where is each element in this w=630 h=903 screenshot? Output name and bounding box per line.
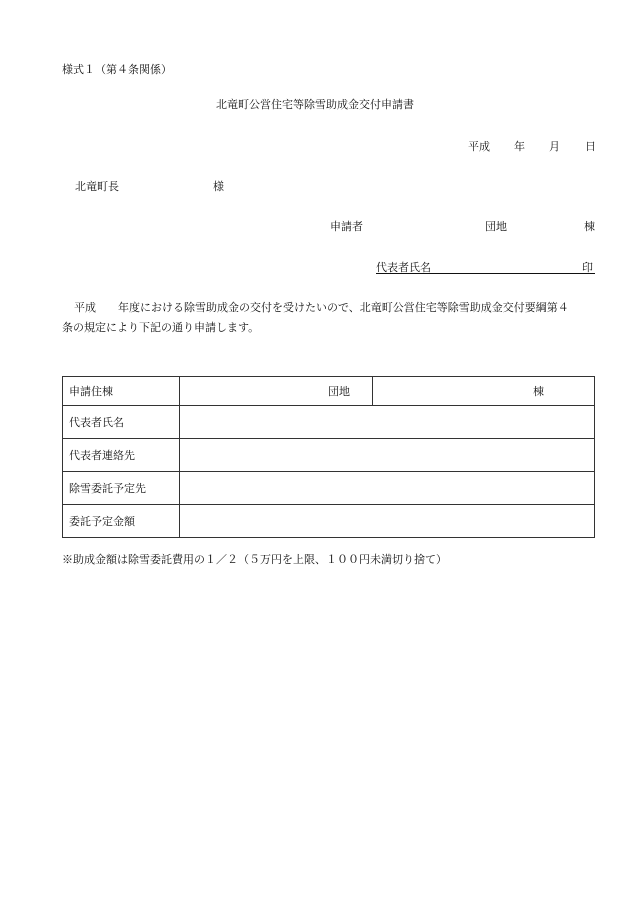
date-day: 日	[585, 140, 596, 153]
row-label: 代表者氏名	[63, 406, 180, 439]
representative-underline	[376, 273, 595, 274]
applicant-building: 棟	[584, 220, 595, 233]
table-row	[63, 472, 595, 505]
addressee-honorific: 様	[213, 180, 224, 193]
body-text	[62, 298, 602, 338]
applicant-danchi: 団地	[485, 220, 507, 233]
footnote: ※助成金額は除雪委託費用の１／２（５万円を上限、１００円未満切り捨て）	[62, 553, 447, 566]
form-title: 北竜町公営住宅等除雪助成金交付申請書	[216, 98, 414, 111]
row-label: 委託予定金額	[63, 505, 180, 538]
date-year: 年	[514, 140, 525, 153]
applicant-label: 申請者	[330, 220, 363, 233]
date-era: 平成	[468, 140, 490, 153]
table-row	[63, 439, 595, 472]
amount-cell[interactable]	[180, 505, 595, 538]
table-row	[63, 377, 595, 406]
addressee-name: 北竜町長	[75, 180, 119, 193]
building-cell[interactable]: 棟	[373, 377, 595, 406]
representative-label: 代表者氏名	[376, 261, 431, 274]
row-label: 代表者連絡先	[63, 439, 180, 472]
table-row	[63, 505, 595, 538]
table-row	[63, 406, 595, 439]
application-table	[62, 376, 595, 538]
row-label: 除雪委託予定先	[63, 472, 180, 505]
representative-name-cell[interactable]	[180, 406, 595, 439]
danchi-cell[interactable]: 団地	[180, 377, 373, 406]
representative-seal: 印	[582, 261, 593, 274]
body-line-2: 条の規定により下記の通り申請します。	[62, 321, 260, 334]
form-number: 様式１（第４条関係）	[62, 63, 172, 76]
date-month: 月	[549, 140, 560, 153]
row-label: 申請住棟	[63, 377, 180, 406]
contractor-cell[interactable]	[180, 472, 595, 505]
body-line-1: 平成 年度における除雪助成金の交付を受けたいので、北竜町公営住宅等除雪助成金交付要綱第４	[74, 301, 569, 314]
representative-contact-cell[interactable]	[180, 439, 595, 472]
